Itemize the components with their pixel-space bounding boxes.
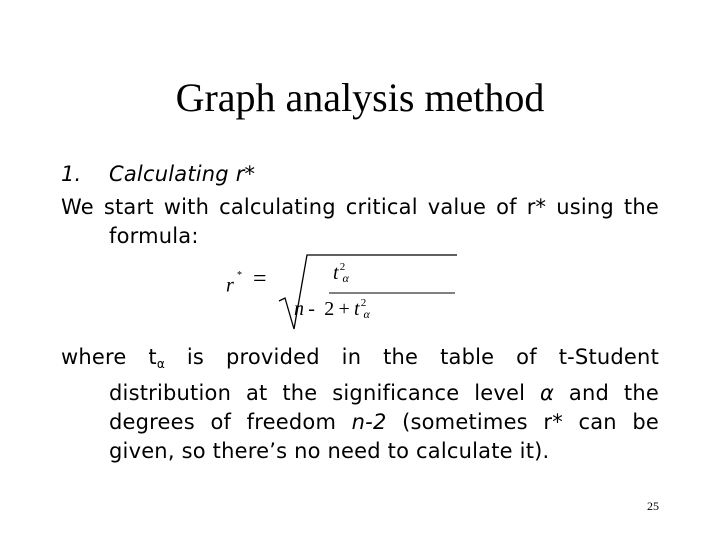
formula-equals: = [253, 266, 267, 292]
item-number: 1. [61, 162, 82, 186]
item-heading-text: Calculating r* [109, 162, 256, 186]
formula-denominator: $n - 2 + t^2_\alpha$ [294, 297, 370, 321]
critical-r-formula [61, 251, 659, 343]
slide-body [61, 160, 659, 466]
page-number: 25 [647, 499, 659, 513]
formula-numerator: $t^2_\alpha$ [333, 261, 349, 285]
formula-lhs: r * [226, 270, 243, 297]
slide-title: Graph analysis method [175, 75, 545, 120]
explanation-paragraph: where tα is provided in the table of t-Student distribution at the significance level α and the degrees of freedom n-2 (sometimes r* can be given, so there’s no need to calculate it). [61, 345, 659, 463]
intro-paragraph: We start with calculating critical value of r* using the formula: [61, 195, 659, 248]
item-heading [61, 160, 659, 193]
